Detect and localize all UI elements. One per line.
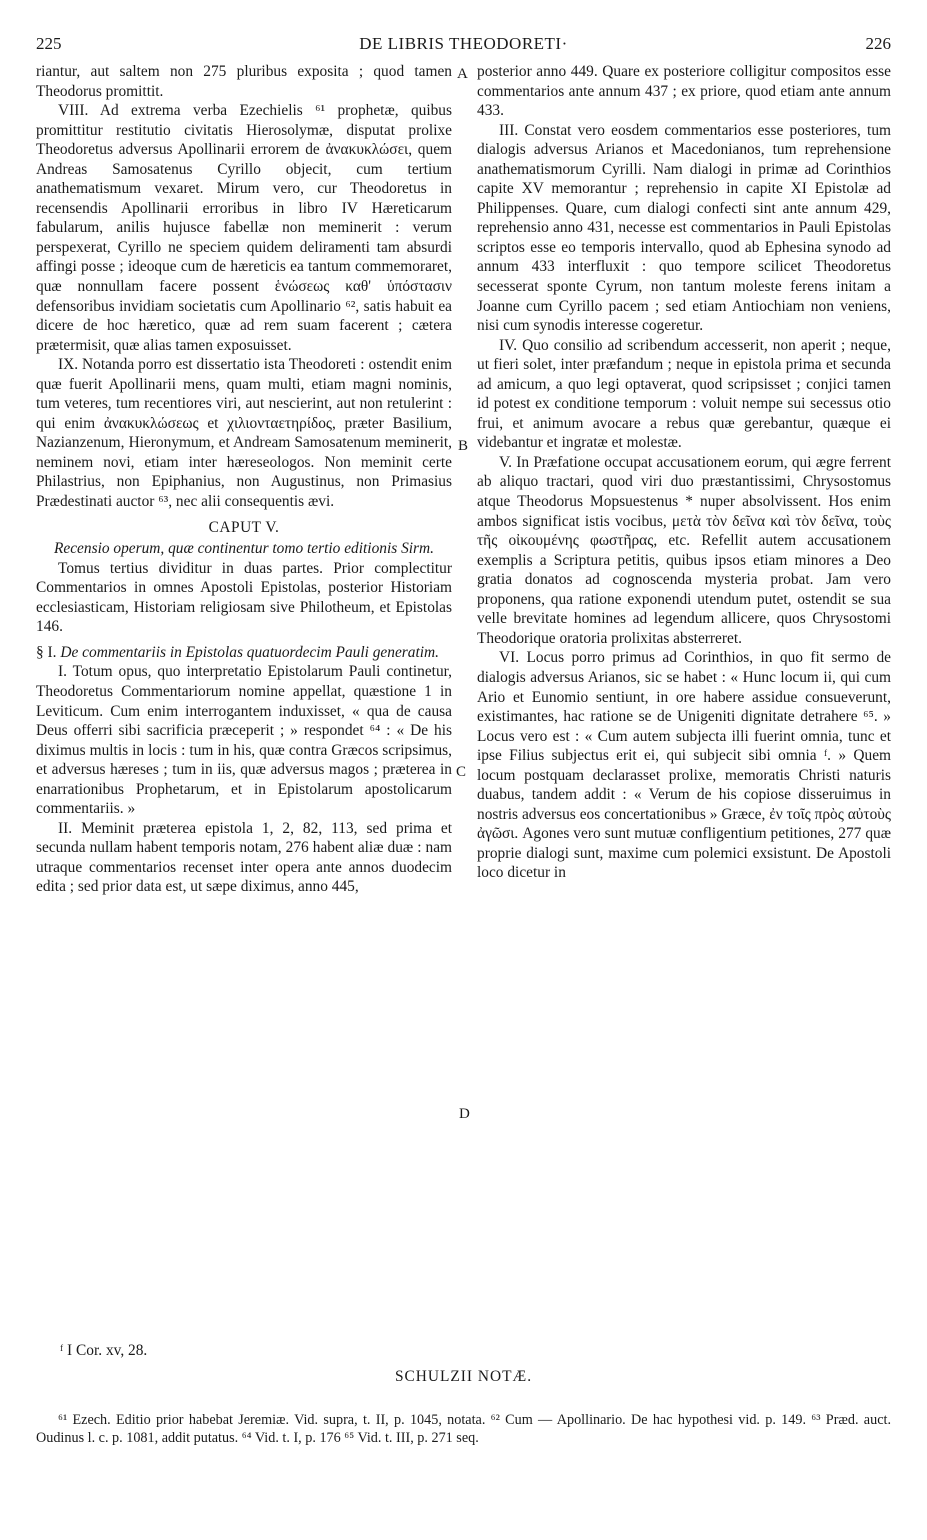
paragraph-i: I. Totum opus, quo interpretatio Epistolarum Pauli continetur, Theodoretus Commentariorum nomine appellat, quæstione 1 in Leviticum. Cum enim interrogantem induxisset, « qua de causa Deus offerri sibi sacrificia præceperit ; » respondet ⁶⁴ : « De his diximus multis in locis : tum in his, quæ contra Græcos scripsimus, et adversus hæreses ; tum in iis, quæ adversus magos ; præterea in enarrationibus Prophetarum, et in Epistolarum apostolicarum commentariis. » — [36, 663, 452, 818]
page-number-right: 226 — [865, 34, 891, 53]
paragraph: Tomus tertius dividitur in duas partes. Prior complectitur Commentarios in omnes Apostoli Epistolas, posterior Historiam ecclesiasticam, Historiam religiosam sive Philotheum, et Epistolas 146. — [36, 559, 452, 636]
margin-marker-d: D — [459, 1106, 470, 1122]
paragraph-viii: VIII. Ad extrema verba Ezechielis ⁶¹ prophetæ, quibus promittitur restitutio civitatis Hierosolymæ, disputat prolixe Theodoretus adversus Apollinarii errorem de ἀνακυκλώσει, quem Andreas Samosatenus Cyrillo objecit, cum tertium anathematismum vexaret. Mirum vero, cur Theodoretus in recensendis Apollinarii erroribus in libro IV Hæreticarum fabularum, anilis hujusce fabellæ non meminerit : verum perspexerat, Cyrillo ne speciem quidem deliramenti tam absurdi affingi posse ; ideoque cum de hæreticis ea tantum commemoraret, quæ nonnullam facere possent ἑνώσεως καθ' ὑπόστασιν defensoribus invidiam societatis cum Apollinario ⁶², satis habuit ea dicere de hoc hæretico, quæ ad rem suam facerent ; cætera prætermisit, quæ alias tamen exposuisset. — [36, 102, 452, 354]
paragraph-v: V. In Præfatione occupat accusationem eorum, qui ægre ferrent ab aliquo tractari, quod viri duo præstantissimi, Chrysostomus atque Theodorus Mopsuestenus * nuper absolvissent. Hos enim ambos significat istis vocibus, μετὰ τὸν δεῖνα καὶ τὸν δεῖνα, τοὺς τῆς οἰκουμένης φωστῆρας, etc. Refellit autem accusationem exemplis a Scriptura petitis, quibus ipsos etiam minores a Deo gratia donatos ad cognoscenda mysteria probat. Jam vero proponens, qua ratione exponendi utendum putet, ostendit se sua velle brevitate homines ad legendum allicere, quos Chrysostomi Theodorique oratoria prolixitas absterreret. — [477, 453, 891, 647]
notes — [36, 1412, 891, 1447]
paragraph: posterior anno 449. Quare ex posteriore colligitur compositos esse commentarios ante annum 437 ; ex priore, quod etiam ante annum 433. — [477, 63, 891, 120]
running-title: DE LIBRIS THEODORETI· — [359, 34, 568, 53]
right-column — [477, 62, 891, 883]
paragraph: riantur, aut saltem non 275 pluribus exposita ; quod tamen Theodorus promittit. — [36, 63, 452, 100]
paragraph-ii: II. Meminit præterea epistola 1, 2, 82, 113, sed prima et secunda nullam habent temporis notam, 276 habent aliæ duæ : nam utraque commentarios recenset inter opera ante annos duodecim edita ; sed prior data est, ut sæpe diximus, anno 445, — [36, 819, 452, 896]
paragraph-vi: VI. Locus porro primus ad Corinthios, in quo fit sermo de dialogis adversus Arianos, sic se habet : « Hunc locum ii, qui cum Ario et Eunomio sentiunt, in ore habere assidue consueverunt, existimantes, hac ratione se de Unigeniti dignitate detrahere ⁶⁵. » Locus vero est : « Cum autem subjecta illi fuerint omnia, tunc et ipse Filius subjectus erit ei, qui subjecit sibi omnia ᶠ. » Quem locum postquam declarasset prolixe, memoratis Christi naturis duabus, tandem addit : « Verum de his copiose disseruimus in nostris adversus eos concertationibus » Græce, ἐν τοῖς πρὸς αὐτοὺς ἀγῶσι. Agones vero sunt mutuæ confligentium petitiones, 277 quæ proprie dialogi sunt, maxime cum polemici exsistunt. De Apostoli loco dicetur in — [477, 649, 891, 882]
running-header — [36, 34, 891, 58]
section-number: § I. — [36, 643, 57, 661]
notes-text: ⁶¹ Ezech. Editio prior habebat Jeremiæ. Vid. supra, t. II, p. 1045, notata. ⁶² Cum — Apollinario. De hac hypothesi vid. p. 149. ⁶³ Præd. auct. Oudinus l. c. p. 1081, addit putatus. ⁶⁴ Vid. t. I, p. 176 ⁶⁵ Vid. t. III, p. 271 seq. — [36, 1412, 891, 1446]
section-title: De commentariis in Epistolas quatuordecim Pauli generatim. — [60, 643, 439, 661]
page-number-left: 225 — [36, 34, 62, 53]
footnote: ᶠ I Cor. xv, 28. — [60, 1342, 148, 1359]
section-heading — [36, 643, 452, 663]
paragraph-iii: III. Constat vero eosdem commentarios esse posteriores, tum dialogis adversus Arianos et Macedonianos, tum reprehensione anathematismorum Cyrilli. Nam dialogi in primæ ad Corinthios capite XV memorantur ; reprehensio in capite XI Epistolæ ad Philippenses. Quare, cum dialogi confecti sint ante annum 429, reprehensio anno 431, necesse est commentarios in Pauli Epistolas scriptos esse eo temporis intervallo, quod ab Ephesina synodo ad annum 433 interfluxit : quo tempore scilicet Theodoretus secesserat sponte Cyrum, non tantum moleste ferens initam a Joanne cum Cyrillo pacem ; sed etiam Antiochiam non veniens, nisi cum synodis interesse cogeretur. — [477, 121, 891, 335]
chapter-heading: CAPUT V. — [208, 518, 280, 536]
margin-marker-b: B — [458, 438, 469, 454]
chapter-subtitle: Recensio operum, quæ continentur tomo tertio editionis Sirm. — [53, 540, 435, 558]
paragraph-iv: IV. Quo consilio ad scribendum accesserit, non aperit ; neque, ut fieri solet, inter præfandum ; neque in epistola prima et secunda ad amicum, a quo legi optaverat, quod scripsisset ; conjici tamen id potest ex conditione temporum : voluit nempe sui secessus otio frui, et animum avocare a rebus quæ gerebantur, quæque ei videbantur et ingratæ et molestæ. — [477, 336, 891, 452]
notes-title: SCHULZII NOTÆ. — [394, 1368, 533, 1385]
margin-marker-c: C — [456, 764, 467, 780]
paragraph-ix: IX. Notanda porro est dissertatio ista Theodoreti : ostendit enim quæ fuerit Apollinarii mens, quam multi, etiam magni nominis, tum veteres, tum recentiores viri, aut nescierint, aut non retulerint : qui enim ἀνακυκλώσεως et χιλιονταετηρίδος, præter Basilium, Nazianzenum, Hieronymum, et Andream Samosatenum meminerit, neminem novi, etiam inter hæreseologos. Non meminit certe Philastrius, non Epiphanius, non Augustinus, non Primasius Prædestinati auctor ⁶³, nec alii consequentis ævi. — [36, 356, 452, 511]
left-column — [36, 62, 452, 897]
margin-marker-a: A — [457, 66, 468, 82]
